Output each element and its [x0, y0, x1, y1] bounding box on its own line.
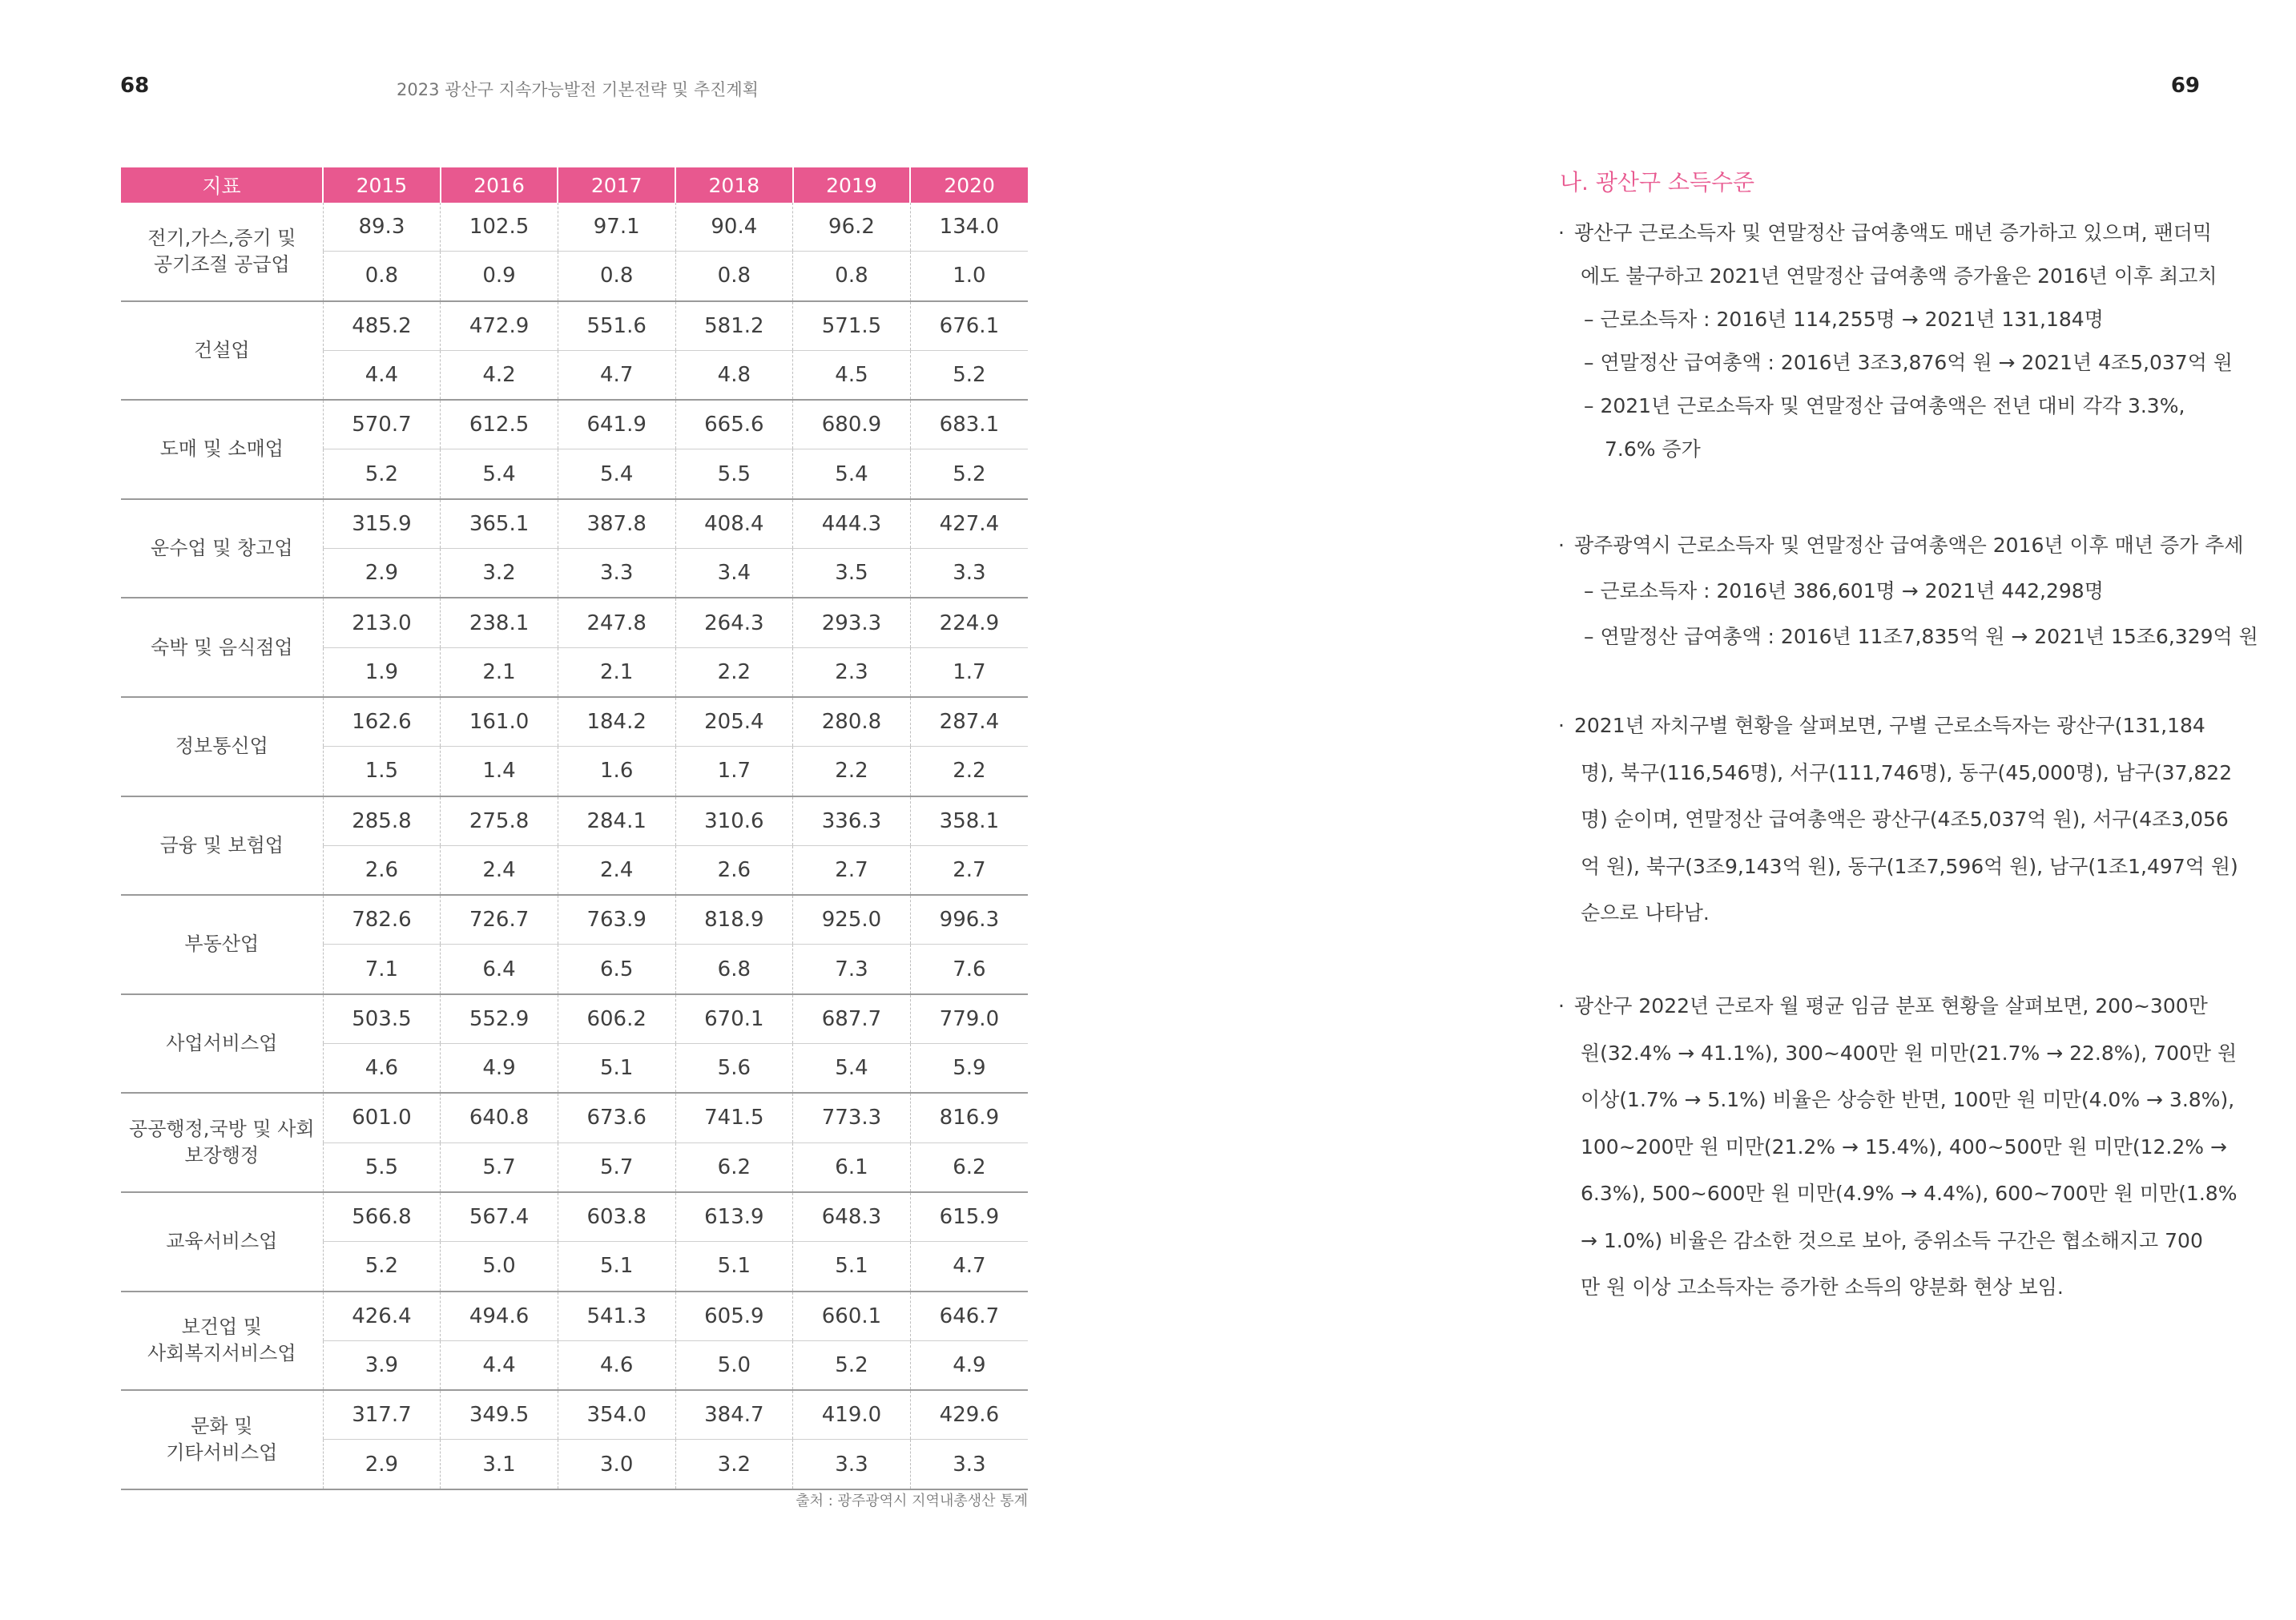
table-cell: 5.4	[793, 449, 911, 499]
table-cell: 0.8	[675, 252, 793, 301]
text-line: 명) 순이며, 연말정산 급여총액은 광산구(4조5,037억 원), 서구(4조3,056	[1581, 808, 2229, 831]
page-number-right: 69	[2170, 74, 2200, 98]
table-cell: 7.6	[910, 945, 1028, 994]
text-line-content: 2021년 자치구별 현황을 살펴보면, 구별 근로소득자는 광산구(131,184	[1574, 714, 2205, 737]
table-cell: 408.4	[675, 499, 793, 549]
industry-label: 건설업	[121, 301, 323, 401]
industry-label: 전기,가스,증기 및 공기조절 공급업	[121, 203, 323, 301]
industry-label: 공공행정,국방 및 사회 보장행정	[121, 1093, 323, 1192]
table-row	[121, 1093, 1028, 1142]
table-cell: 552.9	[441, 994, 558, 1044]
table-cell: 184.2	[558, 697, 675, 747]
table-cell: 2.6	[675, 845, 793, 895]
table-header	[121, 167, 1028, 203]
table-cell: 648.3	[793, 1192, 911, 1242]
table-cell: 336.3	[793, 796, 911, 846]
table-cell: 427.4	[910, 499, 1028, 549]
table-cell: 2.7	[910, 845, 1028, 895]
table-row	[121, 203, 1028, 252]
table-cell: 782.6	[323, 895, 441, 945]
table-cell: 818.9	[675, 895, 793, 945]
table-cell: 6.2	[675, 1142, 793, 1192]
table-cell: 96.2	[793, 203, 911, 252]
table-row	[121, 994, 1028, 1044]
table-cell: 387.8	[558, 499, 675, 549]
table-cell: 541.3	[558, 1292, 675, 1341]
table-cell: 4.6	[558, 1340, 675, 1390]
industry-gdp-table	[121, 167, 1028, 1490]
table-cell: 426.4	[323, 1292, 441, 1341]
text-line: 명), 북구(116,546명), 서구(111,746명), 동구(45,000명), 남구(37,822	[1581, 760, 2233, 784]
table-cell: 6.5	[558, 945, 675, 994]
table-cell: 284.1	[558, 796, 675, 846]
table-cell: 5.2	[910, 350, 1028, 400]
bullet-mark: ·	[1558, 714, 1565, 737]
table-cell: 5.5	[675, 449, 793, 499]
table-cell: 581.2	[675, 301, 793, 351]
table-cell: 683.1	[910, 400, 1028, 449]
industry-label: 숙박 및 음식점업	[121, 598, 323, 697]
industry-label: 보건업 및 사회복지서비스업	[121, 1292, 323, 1391]
table-cell: 1.7	[675, 747, 793, 796]
table-cell: 494.6	[441, 1292, 558, 1341]
table-cell: 4.9	[910, 1340, 1028, 1390]
table-cell: 238.1	[441, 598, 558, 647]
table-cell: 670.1	[675, 994, 793, 1044]
text-line-content: 광주광역시 근로소득자 및 연말정산 급여총액은 2016년 이후 매년 증가 추세	[1574, 534, 2244, 557]
table-cell: 6.4	[441, 945, 558, 994]
table-cell: 3.2	[441, 549, 558, 598]
table-cell: 285.8	[323, 796, 441, 846]
table-cell: 2.2	[793, 747, 911, 796]
paragraph-district-comparison	[1558, 703, 2238, 937]
table-cell: 317.7	[323, 1390, 441, 1440]
table-cell: 570.7	[323, 400, 441, 449]
table-cell: 2.9	[323, 1440, 441, 1489]
table-cell: 3.2	[675, 1440, 793, 1489]
column-header: 2017	[558, 167, 675, 203]
table-cell: 1.5	[323, 747, 441, 796]
text-line: – 연말정산 급여총액 : 2016년 3조3,876억 원 → 2021년 4조5,037억 원	[1584, 351, 2233, 374]
text-line: 7.6% 증가	[1605, 437, 1701, 461]
text-line: 이상(1.7% → 5.1%) 비율은 상승한 반면, 100만 원 미만(4.0% → 3.8%),	[1581, 1088, 2235, 1111]
table-cell: 3.3	[558, 549, 675, 598]
table-cell: 996.3	[910, 895, 1028, 945]
industry-label: 금융 및 보험업	[121, 796, 323, 896]
table-cell: 0.8	[323, 252, 441, 301]
table-cell: 5.1	[558, 1242, 675, 1292]
table-cell: 2.7	[793, 845, 911, 895]
table-cell: 275.8	[441, 796, 558, 846]
table-cell: 2.6	[323, 845, 441, 895]
table-cell: 2.9	[323, 549, 441, 598]
table-cell: 1.7	[910, 647, 1028, 697]
table-cell: 102.5	[441, 203, 558, 252]
text-line	[1558, 522, 2244, 568]
column-header: 2019	[793, 167, 911, 203]
text-line: 순으로 나타남.	[1581, 901, 1710, 925]
table-cell: 349.5	[441, 1390, 558, 1440]
table-cell: 2.1	[558, 647, 675, 697]
table-cell: 660.1	[793, 1292, 911, 1341]
table-cell: 741.5	[675, 1093, 793, 1142]
table-cell: 0.8	[793, 252, 911, 301]
table-cell: 5.9	[910, 1044, 1028, 1094]
table-cell: 566.8	[323, 1192, 441, 1242]
table-cell: 293.3	[793, 598, 911, 647]
text-line: – 근로소득자 : 2016년 114,255명 → 2021년 131,184명	[1584, 308, 2104, 331]
table-cell: 676.1	[910, 301, 1028, 351]
table-cell: 641.9	[558, 400, 675, 449]
table-cell: 3.5	[793, 549, 911, 598]
table-cell: 5.2	[793, 1340, 911, 1390]
table-cell: 5.1	[558, 1044, 675, 1094]
table-row	[121, 400, 1028, 449]
table-cell: 5.4	[558, 449, 675, 499]
industry-label: 사업서비스업	[121, 994, 323, 1094]
table-cell: 247.8	[558, 598, 675, 647]
column-header: 2020	[910, 167, 1028, 203]
table-cell: 3.1	[441, 1440, 558, 1489]
table-cell: 551.6	[558, 301, 675, 351]
table-cell: 213.0	[323, 598, 441, 647]
table-cell: 680.9	[793, 400, 911, 449]
table-cell: 571.5	[793, 301, 911, 351]
table-cell: 3.3	[910, 1440, 1028, 1489]
table-cell: 5.6	[675, 1044, 793, 1094]
industry-label: 운수업 및 창고업	[121, 499, 323, 598]
text-line: – 연말정산 급여총액 : 2016년 11조7,835억 원 → 2021년 15조6,329억 원	[1584, 625, 2258, 648]
table-cell: 310.6	[675, 796, 793, 846]
table-cell: 4.4	[323, 350, 441, 400]
bullet-mark: ·	[1558, 994, 1565, 1018]
text-line: 억 원), 북구(3조9,143억 원), 동구(1조7,596억 원), 남구(1조1,497억 원)	[1581, 854, 2238, 878]
table-cell: 7.3	[793, 945, 911, 994]
table-cell: 365.1	[441, 499, 558, 549]
section-title: 나. 광산구 소득수준	[1560, 169, 1755, 195]
industry-label: 정보통신업	[121, 697, 323, 796]
text-line: 에도 불구하고 2021년 연말정산 급여총액 증가율은 2016년 이후 최고치	[1581, 264, 2217, 288]
column-header: 2018	[675, 167, 793, 203]
table-cell: 0.8	[558, 252, 675, 301]
table-cell: 5.5	[323, 1142, 441, 1192]
table-cell: 2.4	[441, 845, 558, 895]
table-cell: 5.7	[441, 1142, 558, 1192]
table-cell: 444.3	[793, 499, 911, 549]
table-cell: 354.0	[558, 1390, 675, 1440]
text-line: – 2021년 근로소득자 및 연말정산 급여총액은 전년 대비 각각 3.3%,	[1584, 394, 2185, 417]
table-body	[121, 203, 1028, 1489]
table-cell: 4.7	[910, 1242, 1028, 1292]
table-cell: 6.2	[910, 1142, 1028, 1192]
table-row	[121, 301, 1028, 351]
table-cell: 567.4	[441, 1192, 558, 1242]
paragraph-worker-income	[1558, 212, 2233, 471]
table-cell: 763.9	[558, 895, 675, 945]
column-header: 지표	[121, 167, 323, 203]
table-cell: 485.2	[323, 301, 441, 351]
text-line: 원(32.4% → 41.1%), 300~400만 원 미만(21.7% → 22.8%), 700만 원	[1581, 1041, 2238, 1065]
column-header: 2015	[323, 167, 441, 203]
table-cell: 687.7	[793, 994, 911, 1044]
table-cell: 816.9	[910, 1093, 1028, 1142]
table-cell: 603.8	[558, 1192, 675, 1242]
table-row	[121, 1390, 1028, 1440]
table-cell: 3.3	[910, 549, 1028, 598]
column-header: 2016	[441, 167, 558, 203]
table-cell: 4.8	[675, 350, 793, 400]
table-cell: 384.7	[675, 1390, 793, 1440]
table-cell: 280.8	[793, 697, 911, 747]
table-cell: 4.2	[441, 350, 558, 400]
running-header: 2023 광산구 지속가능발전 기본전략 및 추진계획	[397, 80, 759, 99]
table-cell: 925.0	[793, 895, 911, 945]
text-line: 100~200만 원 미만(21.2% → 15.4%), 400~500만 원 미만(12.2% →	[1581, 1134, 2227, 1159]
table-cell: 419.0	[793, 1390, 911, 1440]
table-cell: 2.4	[558, 845, 675, 895]
table-cell: 5.0	[675, 1340, 793, 1390]
bullet-mark: ·	[1558, 534, 1565, 557]
table-cell: 2.2	[675, 647, 793, 697]
table-cell: 161.0	[441, 697, 558, 747]
table-cell: 601.0	[323, 1093, 441, 1142]
text-line-content: 광산구 근로소득자 및 연말정산 급여총액도 매년 증가하고 있으며, 팬더믹	[1574, 221, 2213, 244]
table-row	[121, 598, 1028, 647]
table-cell: 4.6	[323, 1044, 441, 1094]
table-cell: 472.9	[441, 301, 558, 351]
text-line-content: 광산구 2022년 근로자 월 평균 임금 분포 현황을 살펴보면, 200~300만	[1574, 994, 2208, 1018]
table-cell: 1.0	[910, 252, 1028, 301]
table-cell: 3.4	[675, 549, 793, 598]
table-cell: 640.8	[441, 1093, 558, 1142]
table-cell: 205.4	[675, 697, 793, 747]
text-line: 6.3%), 500~600만 원 미만(4.9% → 4.4%), 600~700만 원 미만(1.8%	[1581, 1182, 2238, 1205]
table-cell: 4.7	[558, 350, 675, 400]
table-row	[121, 1292, 1028, 1341]
table-cell: 779.0	[910, 994, 1028, 1044]
table-cell: 6.8	[675, 945, 793, 994]
table-cell: 0.9	[441, 252, 558, 301]
table-cell: 606.2	[558, 994, 675, 1044]
table-cell: 5.1	[793, 1242, 911, 1292]
text-line: → 1.0%) 비율은 감소한 것으로 보아, 중위소득 구간은 협소해지고 700	[1581, 1228, 2203, 1252]
table-cell: 3.9	[323, 1340, 441, 1390]
table-row	[121, 697, 1028, 747]
table-cell: 773.3	[793, 1093, 911, 1142]
table-cell: 646.7	[910, 1292, 1028, 1341]
table-cell: 5.7	[558, 1142, 675, 1192]
table-cell: 1.9	[323, 647, 441, 697]
table-cell: 315.9	[323, 499, 441, 549]
table-cell: 287.4	[910, 697, 1028, 747]
table-cell: 503.5	[323, 994, 441, 1044]
industry-label: 교육서비스업	[121, 1192, 323, 1292]
table-cell: 89.3	[323, 203, 441, 252]
table-cell: 2.1	[441, 647, 558, 697]
table-cell: 2.2	[910, 747, 1028, 796]
table-cell: 7.1	[323, 945, 441, 994]
table-cell: 5.2	[323, 1242, 441, 1292]
table-row	[121, 1192, 1028, 1242]
table-cell: 4.9	[441, 1044, 558, 1094]
table-cell: 605.9	[675, 1292, 793, 1341]
table-cell: 4.5	[793, 350, 911, 400]
table-cell: 5.1	[675, 1242, 793, 1292]
paragraph-wage-distribution	[1558, 983, 2238, 1312]
table-row	[121, 499, 1028, 549]
table-cell: 665.6	[675, 400, 793, 449]
text-line: – 근로소득자 : 2016년 386,601명 → 2021년 442,298명	[1584, 579, 2104, 602]
table-cell: 3.3	[793, 1440, 911, 1489]
source-note: 출처 : 광주광역시 지역내총생산 통계	[796, 1493, 1028, 1509]
table-cell: 612.5	[441, 400, 558, 449]
table-cell: 615.9	[910, 1192, 1028, 1242]
paragraph-gwangju-income	[1558, 522, 2258, 659]
table-cell: 5.0	[441, 1242, 558, 1292]
text-line	[1558, 212, 2213, 255]
table-cell: 264.3	[675, 598, 793, 647]
table-cell: 429.6	[910, 1390, 1028, 1440]
table-cell: 3.0	[558, 1440, 675, 1489]
table-cell: 5.4	[793, 1044, 911, 1094]
table-cell: 673.6	[558, 1093, 675, 1142]
table-cell: 97.1	[558, 203, 675, 252]
table-cell: 90.4	[675, 203, 793, 252]
text-line	[1558, 983, 2208, 1030]
table-cell: 134.0	[910, 203, 1028, 252]
table-cell: 358.1	[910, 796, 1028, 846]
table-cell: 6.1	[793, 1142, 911, 1192]
text-line	[1558, 703, 2205, 750]
table-cell: 162.6	[323, 697, 441, 747]
table-cell: 5.2	[910, 449, 1028, 499]
bullet-mark: ·	[1558, 221, 1565, 244]
table-cell: 5.4	[441, 449, 558, 499]
table-cell: 1.6	[558, 747, 675, 796]
table-cell: 2.3	[793, 647, 911, 697]
industry-label: 문화 및 기타서비스업	[121, 1390, 323, 1489]
industry-label: 부동산업	[121, 895, 323, 994]
table-row	[121, 895, 1028, 945]
table-row	[121, 796, 1028, 846]
table-cell: 613.9	[675, 1192, 793, 1242]
text-line: 만 원 이상 고소득자는 증가한 소득의 양분화 현상 보임.	[1581, 1275, 2064, 1299]
table-cell: 5.2	[323, 449, 441, 499]
page-number-left: 68	[120, 74, 150, 98]
industry-label: 도매 및 소매업	[121, 400, 323, 499]
table-cell: 4.4	[441, 1340, 558, 1390]
table-cell: 1.4	[441, 747, 558, 796]
table-cell: 726.7	[441, 895, 558, 945]
table-cell: 224.9	[910, 598, 1028, 647]
